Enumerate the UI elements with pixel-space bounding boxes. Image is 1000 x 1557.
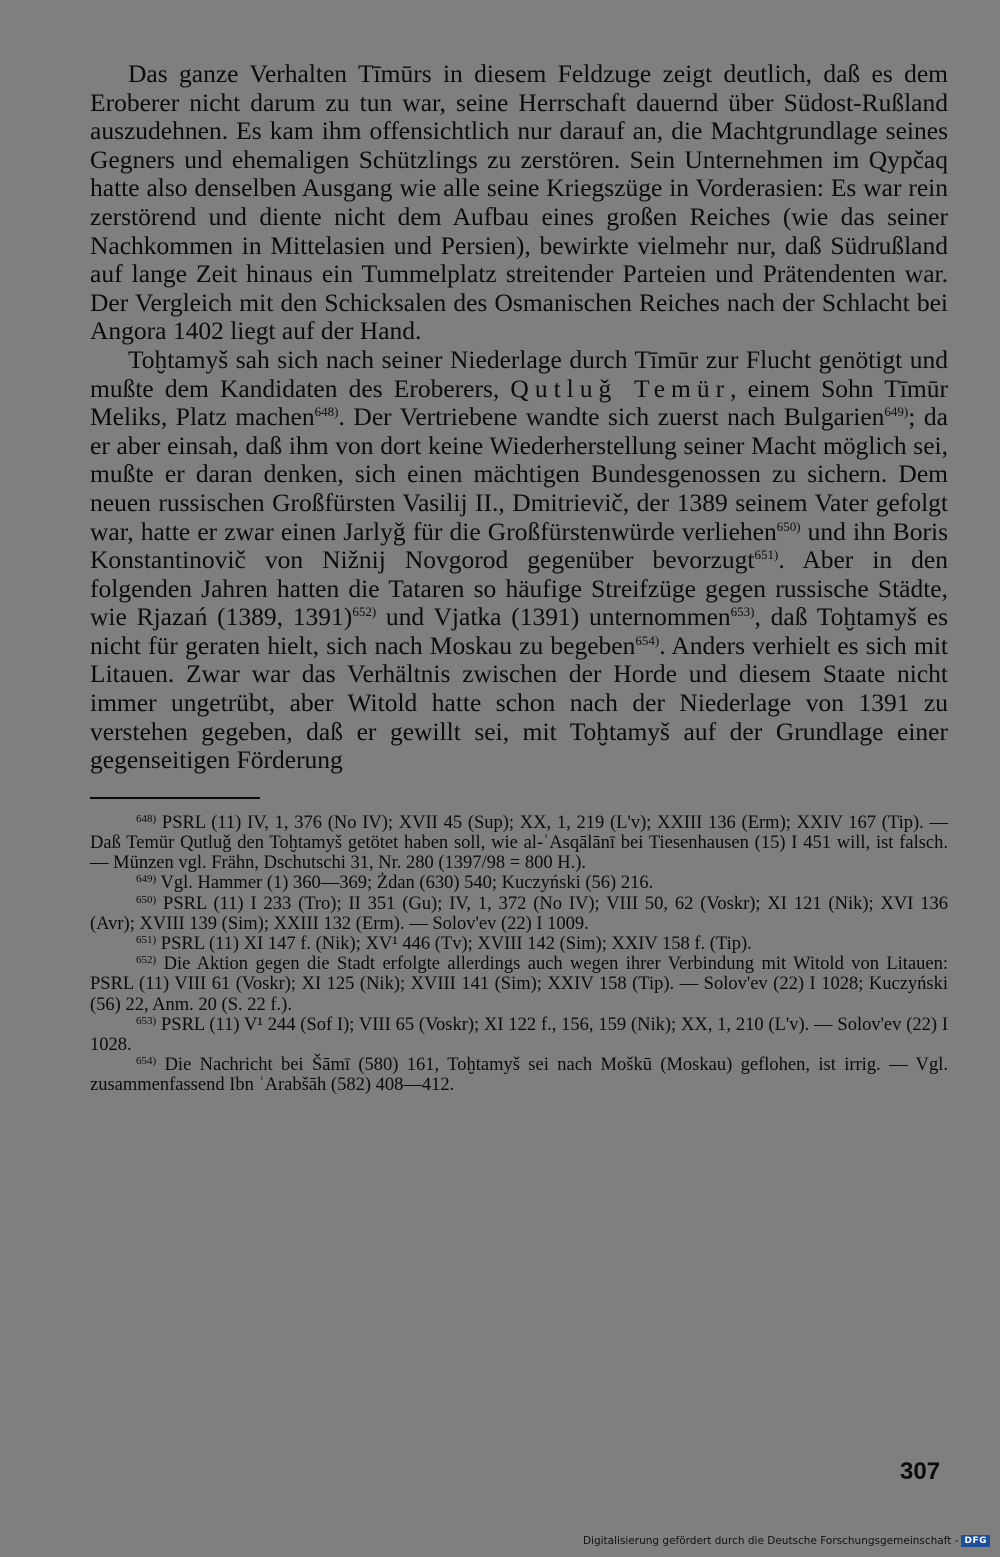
footnote-text: Vgl. Hammer (1) 360—369; Żdan (630) 540; Kuczyński (56) 216. xyxy=(160,873,654,894)
paragraph-2-text: und Vjatka (1391) unternommen xyxy=(376,602,731,632)
paragraph-2-text: , daß Toḫtamyš es nicht für geraten hielt, sich nach Moskau zu begeben xyxy=(90,602,948,660)
footnote-ref-652[interactable]: 652) xyxy=(352,604,377,620)
paragraph-1-text: Das ganze Verhalten Tīmūrs in diesem Feldzuge zeigt deutlich, daß es dem Eroberer nicht darum zu tun war, seine Herrschaft dauernd über Südost-Rußland auszudehnen. Es kam ihm offensichtlich nur darauf an, die Machtgrundlage seines Gegners und ehemaligen Schützlings zu zerstören. Sein Unternehmen im Qypčaq hatte also denselben Ausgang wie alle seine Kriegszüge in Vorderasien: Es war rein zerstörend und diente nicht dem Aufbau eines großen Reiches (wie das seiner Nachkommen in Mittelasien und Persien), bewirkte vielmehr nur, daß Südrußland auf lange Zeit hinaus ein Tummelplatz streitender Parteien und Prätendenten war. Der Vergleich mit den Schicksalen des Osmanischen Reiches nach der Schlacht bei Angora 1402 liegt auf der Hand. xyxy=(90,59,948,346)
footnote-text: Die Aktion gegen die Stadt erfolgte allerdings auch wegen ihrer Verbindung mit Witold von Litauen: PSRL (11) VIII 61 (Voskr); XI 125 (Nik); XVIII 141 (Sim); XXIV 158 (Tip). — Solov'ev (22) I 1028; Kuczyński (56) 22, Anm. 20 (S. 22 f.). xyxy=(90,954,949,1015)
footnote-mark: 654) xyxy=(136,1055,157,1068)
paragraph-2-text: , einem Sohn Tīmūr Meliks, Platz machen xyxy=(90,373,948,432)
paragraph-2-text: . Aber in den folgenden Jahren hatten die Tataren so häufige Streifzüge gegen russische Städte, wie Rjazań (1389, 1391) xyxy=(90,545,948,632)
footnote-mark: 653) xyxy=(136,1014,157,1027)
paragraph-1 xyxy=(90,60,948,346)
footnote-ref-654[interactable]: 654) xyxy=(635,632,660,648)
footnote-ref-649[interactable]: 649) xyxy=(884,404,909,420)
footnote-ref-651[interactable]: 651) xyxy=(754,547,779,563)
digitization-footer xyxy=(583,1535,990,1547)
footnote-648 xyxy=(90,813,948,874)
footnote-654 xyxy=(90,1055,948,1095)
footnote-ref-653[interactable]: 653) xyxy=(730,604,755,620)
footnote-divider xyxy=(90,797,260,799)
footnote-mark: 651) xyxy=(136,934,157,947)
page-content xyxy=(90,60,948,1096)
footnote-mark: 649) xyxy=(136,873,157,886)
footnote-text: PSRL (11) V¹ 244 (Sof I); VIII 65 (Voskr); XI 122 f., 156, 159 (Nik); XX, 1, 210 (L'v). — Solov'ev (22) I 1028. xyxy=(90,1014,949,1056)
footnote-653 xyxy=(90,1015,948,1055)
footnote-text: PSRL (11) I 233 (Tro); II 351 (Gu); IV, 1, 372 (No IV); VIII 50, 62 (Voskr); XI 121 (Nik); XVI 136 (Avr); XVIII 139 (Sim); XXIII 132 (Erm). — Solov'ev (22) I 1009. xyxy=(90,893,949,934)
footnotes xyxy=(90,813,948,1096)
footnote-650 xyxy=(90,894,948,934)
footnote-652 xyxy=(90,954,948,1015)
footnote-ref-648[interactable]: 648) xyxy=(314,404,339,420)
dfg-logo-icon: DFG xyxy=(961,1535,990,1547)
paragraph-2-text: . Der Vertriebene wandte sich zuerst nach Bulgarien xyxy=(338,402,885,432)
footnote-ref-650[interactable]: 650) xyxy=(776,518,801,534)
paragraph-2-text: . Anders verhielt es sich mit Litauen. Zwar war das Verhältnis zwischen der Horde und diesem Staate nicht immer ungetrübt, aber Witold hatte schon nach der Niederlage von 1391 zu verstehen gegeben, daß er gewillt sei, mit Toḫtamyš auf der Grundlage einer gegenseitigen Förderung xyxy=(90,630,948,775)
page-number: 307 xyxy=(900,1458,941,1485)
footnote-mark: 650) xyxy=(136,893,157,906)
footnote-mark: 648) xyxy=(136,812,157,825)
footnote-text: Die Nachricht bei Šāmī (580) 161, Toḫtamyš sei nach Moškū (Moskau) geflohen, ist irrig. — Vgl. zusammenfassend Ibn ʿArabšāh (582) 408—412. xyxy=(90,1055,948,1096)
footnote-mark: 652) xyxy=(136,954,157,967)
paragraph-2-text: Toḫtamyš sah sich nach seiner Niederlage durch Tīmūr zur Flucht genötigt und mußte dem Kandidaten des Eroberers, xyxy=(90,344,948,403)
paragraph-2 xyxy=(90,346,948,775)
footnote-651 xyxy=(90,934,948,954)
footnote-text: PSRL (11) IV, 1, 376 (No IV); XVII 45 (Sup); XX, 1, 219 (L'v); XXIII 136 (Erm); XXIV 167 (Tip). — Daß Temür Qutluǧ den Toḫtamyš getötet haben soll, wie al-ʿAsqālānī bei Tiesenhausen (15) I 451 will, ist falsch. — Münzen vgl. Frähn, Dschutschi 31, Nr. 280 (1397/98 = 800 H.). xyxy=(90,812,948,874)
spaced-name: Qutluǧ Temür xyxy=(510,373,731,403)
footnote-649 xyxy=(90,873,948,893)
footer-text: Digitalisierung gefördert durch die Deutsche Forschungsgemeinschaft - xyxy=(582,1535,959,1547)
paragraph-2-text: ; da er aber einsah, daß ihm von dort keine Wiederherstellung seiner Macht möglich sei, mußte er daran denken, sich einen mächtigen Bundesgenossen zu sichern. Dem neuen russischen Großfürsten Vasilij II., Dmitrievič, der 1389 seinem Vater gefolgt war, hatte er zwar einen Jarlyǧ für die Großfürstenwürde verliehen xyxy=(90,402,948,546)
body-text xyxy=(90,60,948,775)
paragraph-2-text: und ihn Boris Konstantinovič von Nižnij Novgorod gegenüber bevorzugt xyxy=(90,516,948,575)
footnote-text: PSRL (11) XI 147 f. (Nik); XV¹ 446 (Tv); XVIII 142 (Sim); XXIV 158 f. (Tip). xyxy=(160,934,752,955)
